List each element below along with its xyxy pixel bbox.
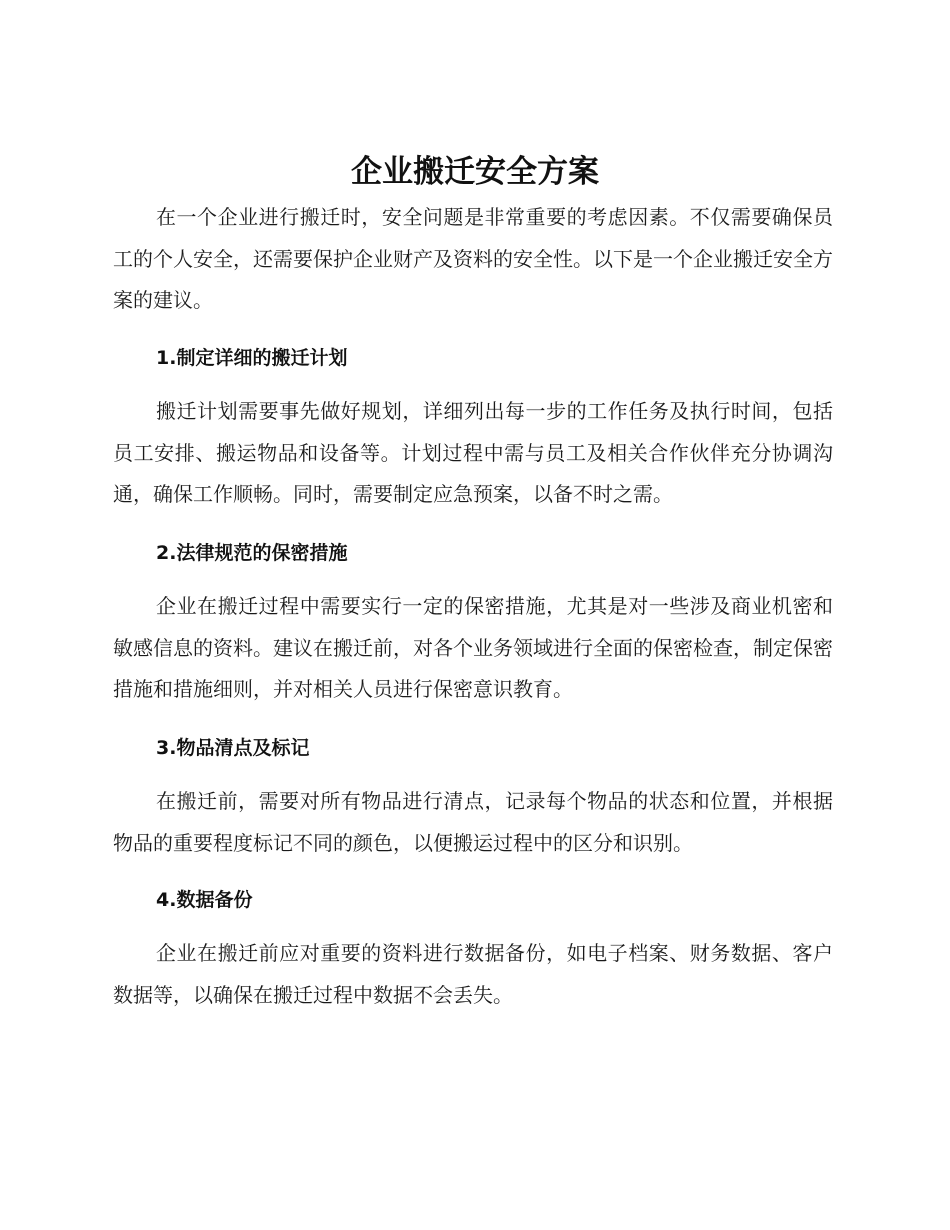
intro-paragraph: 在一个企业进行搬迁时，安全问题是非常重要的考虑因素。不仅需要确保员工的个人安全，还需要保护企业财产及资料的安全性。以下是一个企业搬迁安全方案的建议。 [113,205,833,312]
document-title: 企业搬迁安全方案 [351,154,599,190]
section-body-3: 在搬迁前，需要对所有物品进行清点，记录每个物品的状态和位置，并根据物品的重要程度标记不同的颜色，以便搬运过程中的区分和识别。 [113,789,833,855]
section-heading-1: 1.制定详细的搬迁计划 [156,347,348,369]
section-heading-3: 3.物品清点及标记 [156,737,310,759]
section-body-1: 搬迁计划需要事先做好规划，详细列出每一步的工作任务及执行时间，包括员工安排、搬运物品和设备等。计划过程中需与员工及相关合作伙伴充分协调沟通，确保工作顺畅。同时，需要制定应急预案，以备不时之需。 [113,399,833,506]
section-body-4: 企业在搬迁前应对重要的资料进行数据备份，如电子档案、财务数据、客户数据等，以确保在搬迁过程中数据不会丢失。 [113,941,833,1007]
section-heading-4: 4.数据备份 [156,889,253,911]
section-heading-2: 2.法律规范的保密措施 [156,542,348,564]
section-body-2: 企业在搬迁过程中需要实行一定的保密措施，尤其是对一些涉及商业机密和敏感信息的资料。建议在搬迁前，对各个业务领域进行全面的保密检查，制定保密措施和措施细则，并对相关人员进行保密意识教育。 [113,594,833,701]
